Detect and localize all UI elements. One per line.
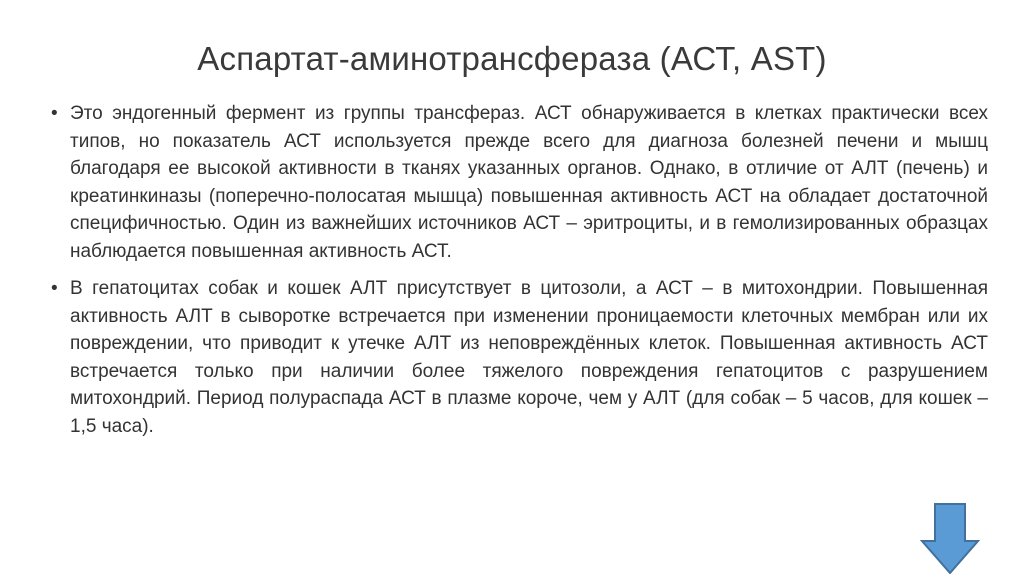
bullet-item-1 bbox=[48, 100, 988, 265]
slide-content bbox=[48, 100, 988, 450]
arrow-down-icon[interactable] bbox=[920, 503, 980, 574]
bullet-text: В гепатоцитах собак и кошек АЛТ присутствует в цитозоли, а АСТ – в митохондрии. Повышенная активность АЛТ в сыворотке встречается при изменении проницаемости клеточных мембран или их повреждении, что приводит к утечке АЛТ из неповреждённых клеток. Повышенная активность АСТ встречается только при наличии более тяжелого повреждения гепатоцитов с разрушением митохондрий. Период полураспада АСТ в плазме короче, чем у АЛТ (для собак – 5 часов, для кошек – 1,5 часа). bbox=[70, 278, 988, 437]
slide-title: Аспартат-аминотрансфераза (АСТ, AST) bbox=[197, 40, 827, 77]
bullet-marker: • bbox=[51, 103, 58, 124]
bullet-list bbox=[48, 100, 988, 440]
bullet-marker: • bbox=[51, 278, 58, 299]
bullet-text: Это эндогенный фермент из группы трансфераз. АСТ обнаруживается в клетках практически всех типов, но показатель АСТ используется прежде всего для диагноза болезней печени и мышц благодаря ее высокой активности в тканях указанных органов. Однако, в отличие от АЛТ (печень) и креатинкиназы (поперечно-полосатая мышца) повышенная активность АСТ на обладает достаточной специфичностью. Один из важнейших источников АСТ – эритроциты, и в гемолизированных образцах наблюдается повышенная активность АСТ. bbox=[70, 103, 988, 262]
bullet-item-2 bbox=[48, 275, 988, 440]
